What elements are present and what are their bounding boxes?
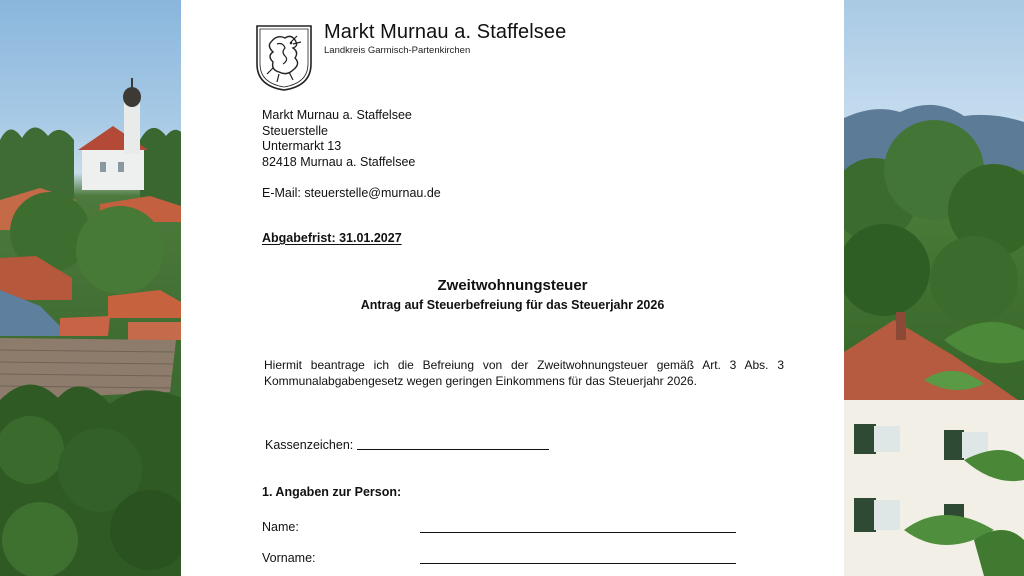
background-photo-left [0,0,181,576]
vorname-field[interactable] [420,563,736,564]
mountain-house-illustration [844,0,1024,576]
address-line-3: Untermarkt 13 [262,139,342,153]
application-statement: Hiermit beantrage ich die Befreiung von der Zweitwohnungsteuer gemäß Art. 3 Abs. 3 Kommunalabgabengesetz wegen geringen Einkommens für das Steuerjahr 2026. [264,358,784,388]
vorname-label: Vorname: [262,551,316,565]
dragon-crest-icon [255,24,313,92]
org-subtitle: Landkreis Garmisch-Partenkirchen [324,45,471,56]
address-line-4: 82418 Murnau a. Staffelsee [262,154,416,169]
kassenzeichen-field[interactable] [357,438,549,450]
background-photo-right [844,0,1024,576]
name-field[interactable] [420,532,736,533]
village-church-illustration [0,0,181,576]
address-line-1: Markt Murnau a. Staffelsee [262,108,412,122]
address-line-2: Steuerstelle [262,123,329,138]
org-name: Markt Murnau a. Staffelsee [324,21,567,43]
document-page [181,0,844,576]
section-heading-person: 1. Angaben zur Person: [262,485,402,499]
recipient-address [262,108,415,170]
kassenzeichen-row [265,438,549,452]
submission-deadline: Abgabefrist: 31.01.2027 [262,231,402,245]
document-subtitle: Antrag auf Steuerbefreiung für das Steuerjahr 2026 [360,298,665,312]
kassenzeichen-label: Kassenzeichen: [265,438,354,452]
document-title: Zweitwohnungsteuer [437,277,588,294]
name-label: Name: [262,520,299,534]
email-address: E-Mail: steuerstelle@murnau.de [262,186,441,200]
